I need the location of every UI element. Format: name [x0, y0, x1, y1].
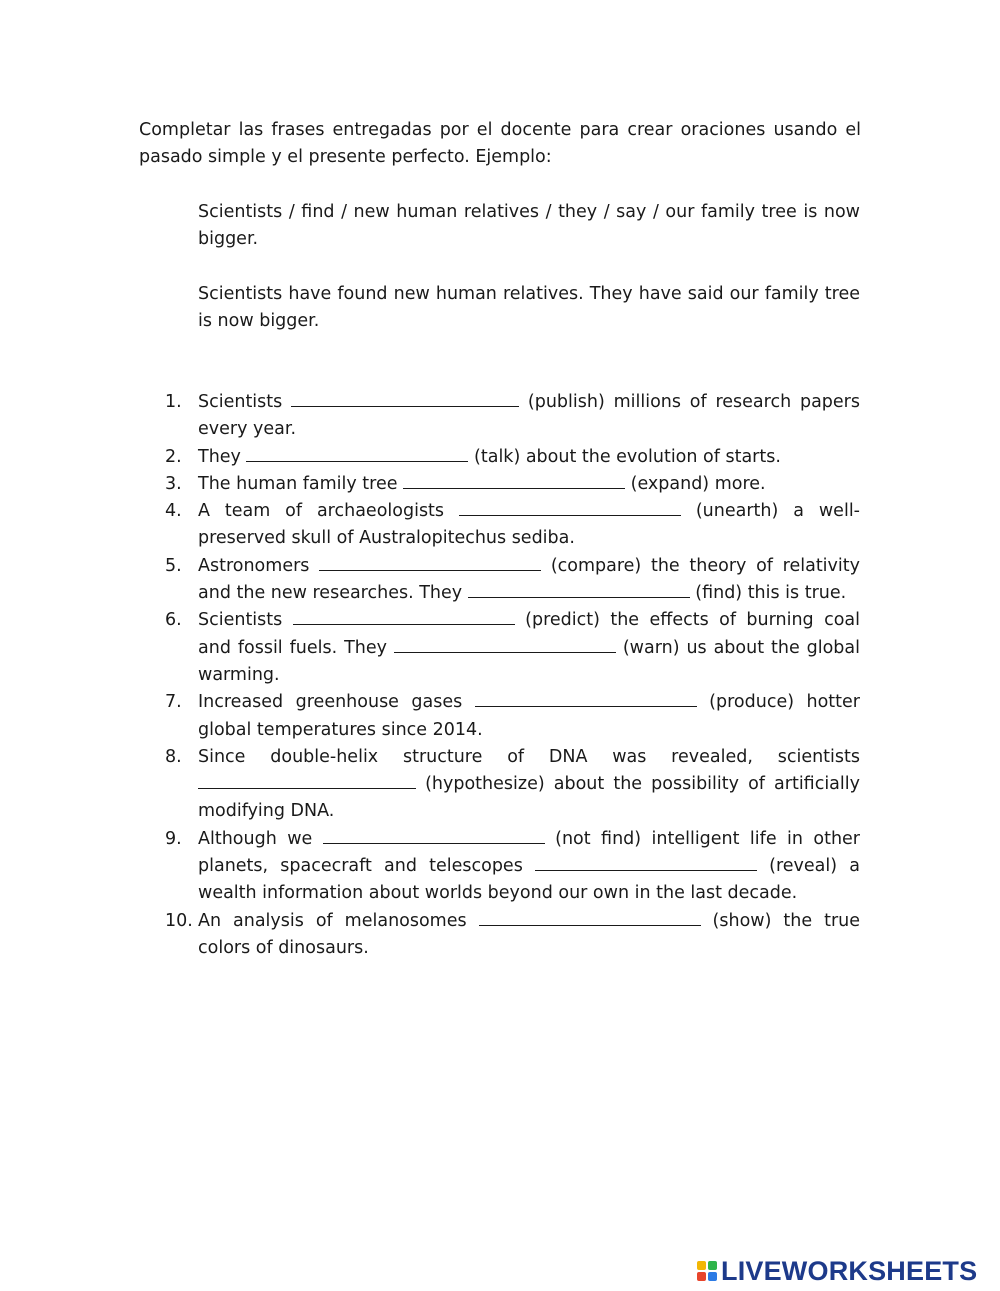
example-answer: Scientists have found new human relatives. They have said our family tree is now bigger.: [198, 284, 860, 331]
exercise-item: [165, 389, 860, 444]
exercise-list: [165, 389, 860, 962]
exercise-item: [165, 444, 860, 471]
exercise-number: 1.: [165, 392, 182, 412]
exercise-number: 4.: [165, 501, 182, 522]
answer-blank[interactable]: [394, 637, 616, 653]
exercise-text: An analysis of melanosomes: [198, 910, 479, 931]
answer-blank[interactable]: [319, 555, 541, 571]
exercise-number: 2.: [165, 446, 182, 467]
exercise-text: A team of archaeologists: [198, 501, 459, 522]
answer-blank[interactable]: [323, 828, 545, 844]
exercise-text: (show) the true colors of dinosaurs.: [198, 910, 860, 958]
exercise-number: 9.: [165, 828, 182, 849]
instructions-text: Completar las frases entregadas por el docente para crear oraciones usando el pasado simple y el presente perfecto. Ejemplo:: [139, 120, 861, 167]
answer-blank[interactable]: [291, 391, 519, 407]
exercise-item: [165, 689, 860, 744]
exercise-text: Scientists: [198, 392, 292, 412]
logo-square-icon: [708, 1261, 717, 1270]
exercise-number: 8.: [165, 746, 182, 767]
logo-square-icon: [697, 1272, 706, 1281]
exercise-text: (talk) about the evolution of starts.: [468, 446, 781, 467]
exercise-text: (unearth) a well-preserved skull of Australopitechus sediba.: [198, 501, 860, 549]
exercise-text: They: [198, 446, 247, 467]
exercise-item: [165, 744, 860, 826]
answer-blank[interactable]: [535, 855, 757, 871]
exercise-text: (expand) more.: [625, 473, 766, 494]
exercise-text: Scientists: [198, 610, 293, 631]
exercise-text: The human family tree: [198, 473, 404, 494]
exercise-item: [165, 908, 860, 963]
answer-blank[interactable]: [198, 773, 416, 789]
answer-blank[interactable]: [459, 500, 681, 516]
exercise-text: (find) this is true.: [689, 583, 847, 604]
exercise-item: [165, 471, 860, 498]
liveworksheets-logo-icon: [697, 1261, 717, 1281]
exercise-item: [165, 553, 860, 608]
exercise-number: 10.: [165, 910, 193, 931]
answer-blank[interactable]: [475, 691, 697, 707]
answer-blank[interactable]: [479, 910, 701, 926]
exercise-number: 3.: [165, 473, 182, 494]
logo-square-icon: [697, 1261, 706, 1270]
answer-blank[interactable]: [293, 609, 515, 625]
exercise-text: (not find) intelligent life in other planets, spacecraft and telescopes: [198, 828, 860, 877]
exercise-item: [165, 607, 860, 689]
answer-blank[interactable]: [246, 446, 468, 462]
example-prompt: Scientists / find / new human relatives / they / say / our family tree is now bigger.: [198, 202, 860, 249]
exercise-text: (produce) hotter global temperatures since 2014.: [198, 692, 860, 740]
answer-blank[interactable]: [468, 582, 690, 598]
exercise-text: Although we: [198, 828, 323, 849]
exercise-text: (hypothesize) about the possibility of artificially modifying DNA.: [198, 774, 860, 822]
exercise-text: (publish) millions of research papers every year.: [198, 392, 860, 440]
exercise-number: 7.: [165, 692, 182, 713]
exercise-text: Since double-helix structure of DNA was revealed, scientists: [198, 746, 860, 767]
exercise-item: [165, 826, 860, 908]
exercise-item: [165, 498, 860, 553]
exercise-number: 5.: [165, 555, 182, 576]
answer-blank[interactable]: [403, 473, 625, 489]
liveworksheets-logo: [697, 1255, 977, 1287]
exercise-text: (compare) the theory of relativity and the new researches. They: [198, 555, 860, 604]
logo-text: LIVEWORKSHEETS: [721, 1255, 978, 1286]
exercise-text: (warn) us about the global warming.: [198, 637, 861, 685]
exercise-text: Increased greenhouse gases: [198, 692, 475, 713]
logo-square-icon: [708, 1272, 717, 1281]
exercise-text: (reveal) a wealth information about worlds beyond our own in the last decade.: [198, 856, 860, 904]
exercise-text: (predict) the effects of burning coal and fossil fuels. They: [198, 610, 860, 658]
exercise-text: Astronomers: [198, 555, 320, 576]
exercise-number: 6.: [165, 610, 182, 631]
